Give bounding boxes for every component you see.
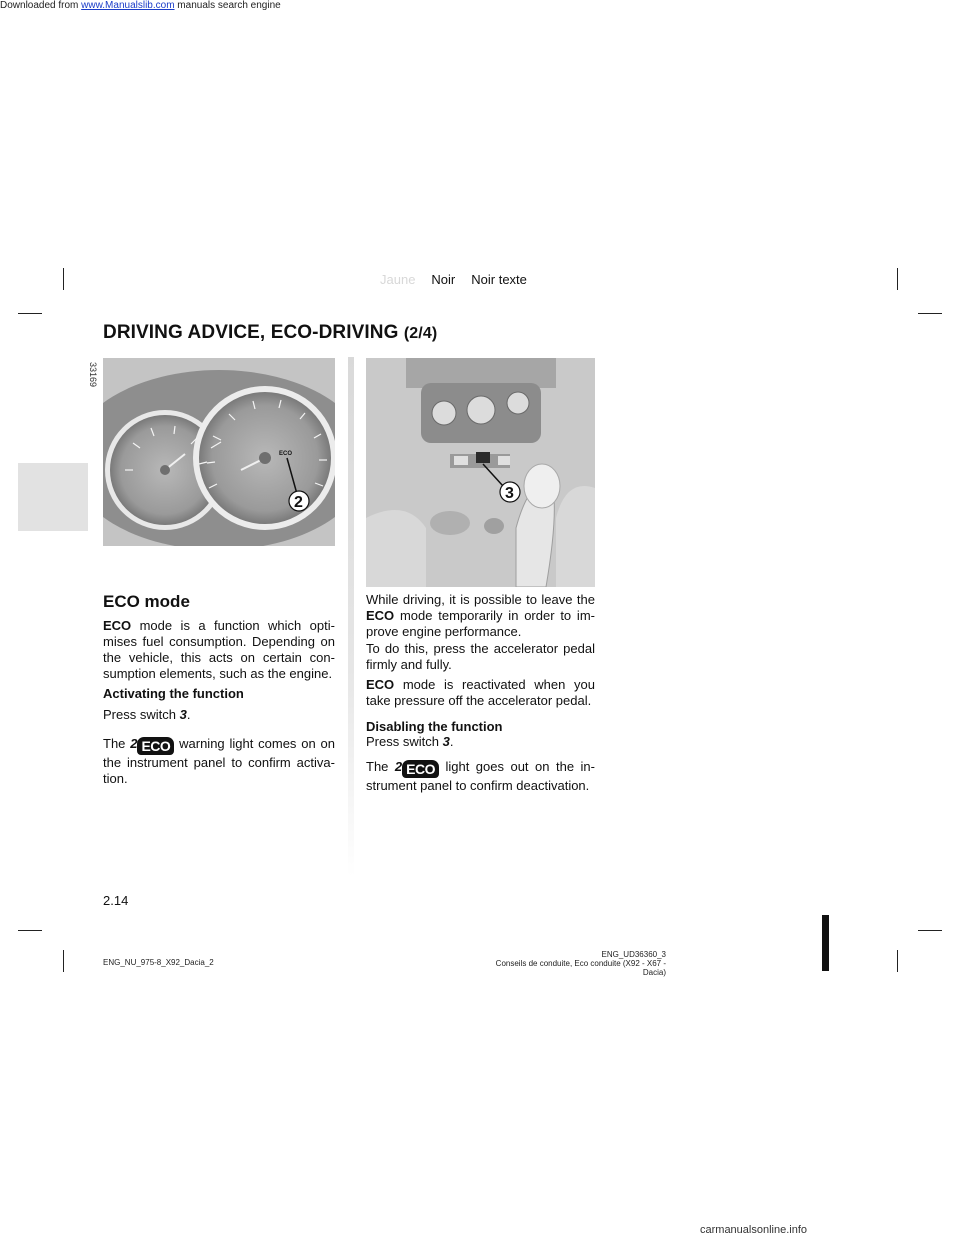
color-separation-labels: Jaune Noir Noir texte [380,272,527,287]
download-banner: Downloaded from www.Manualslib.com manuals search engine [0,0,281,11]
image-ref-left: 33169 [88,362,98,388]
crop-mark [918,930,942,931]
manualslib-link[interactable]: www.Manualslib.com [81,0,175,11]
accelerator-instruction: To do this, press the accelerator pedal firmly and fully. [366,641,595,672]
subheading-disabling: Disabling the function [366,719,503,734]
page-title: DRIVING ADVICE, ECO-DRIVING (2/4) [103,322,438,343]
disable-instruction: Press switch 3. [366,734,454,749]
crop-mark [897,268,898,290]
activate-instruction: Press switch 3. [103,707,191,722]
eco-indicator-label: ECO [279,451,293,457]
crop-mark [18,930,42,931]
crop-mark [18,313,42,314]
disable-confirmation: The 2 ECO light goes out on the instrument panel to confirm deactivation. [366,759,595,793]
eco-warning-light-icon: ECO [402,760,439,778]
leave-eco-description: While driving, it is possible to leave the ECO mode temporarily in order to improve engine performance. [366,592,595,639]
dashboard-switch-illustration [366,358,595,587]
column-separator [348,357,354,877]
instrument-panel-drawing [103,358,335,546]
eco-reactivation: ECO mode is reactivated when you take pressure off the accelerator pedal. [366,677,595,708]
eco-warning-light-icon: ECO [137,737,174,755]
eco-mode-description: ECO mode is a function which optimises fuel consumption. Depending on the vehicle, this acts on certain consumption elements, such as the engine. [103,618,335,681]
crop-mark [918,313,942,314]
page-number: 2.14 [103,893,129,908]
crop-mark [897,950,898,972]
crop-mark [63,268,64,290]
print-registration-bar [822,915,829,971]
callout-number-2: 2 [294,494,303,511]
document-code-right: ENG_UD36360_3 Conseils de conduite, Eco conduite (X92 - X67 - Dacia) [495,950,666,977]
dashboard-switch-drawing [366,358,595,587]
crop-mark [63,950,64,972]
section-heading-eco-mode: ECO mode [103,592,190,611]
callout-number-3: 3 [505,485,514,502]
subheading-activating: Activating the function [103,686,244,701]
activate-confirmation: The 2 ECO warning light comes on on the instrument panel to confirm activation. [103,736,335,786]
instrument-panel-illustration [103,358,335,546]
chapter-tab [18,463,88,531]
site-watermark: carmanualsonline.info [700,1224,808,1236]
document-code-left: ENG_NU_975-8_X92_Dacia_2 [103,958,214,967]
